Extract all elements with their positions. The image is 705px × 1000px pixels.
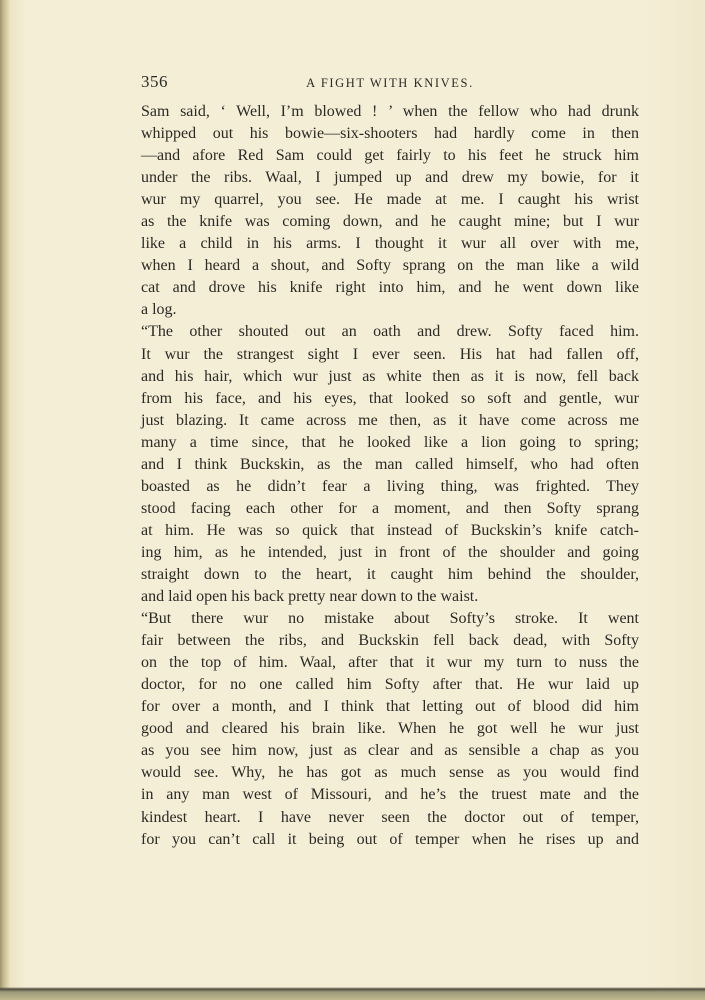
text-line: would see. Why, he has got as much sense as you would find <box>141 764 639 782</box>
text-line: Sam said, ‘ Well, I’m blowed ! ’ when the fellow who had drunk <box>141 103 639 120</box>
text-line: cat and drove his knife right into him, and he went down like <box>141 279 639 297</box>
text-line: boasted as he didn’t fear a living thing, was frighted. They <box>141 477 639 495</box>
text-line: fair between the ribs, and Buckskin fell back dead, with Softy <box>141 632 639 650</box>
running-title: A FIGHT WITH KNIVES. <box>306 76 474 90</box>
text-line: for you can’t call it being out of temper when he rises up and <box>141 830 639 848</box>
text-line: ing him, as he intended, just in front of the shoulder and going <box>141 543 639 561</box>
page-number: 356 <box>141 72 168 91</box>
text-line: on the top of him. Waal, after that it wur my turn to nuss the <box>141 654 639 672</box>
text-line: It wur the strangest sight I ever seen. His hat had fallen off, <box>141 345 639 363</box>
text-line: under the ribs. Waal, I jumped up and drew my bowie, for it <box>141 169 639 187</box>
text-line: whipped out his bowie—six-shooters had hardly come in then <box>141 125 639 143</box>
text-line: straight down to the heart, it caught him behind the shoulder, <box>141 565 639 583</box>
text-line: for over a month, and I think that letting out of blood did him <box>141 698 639 716</box>
text-line: from his face, and his eyes, that looked so soft and gentle, wur <box>141 389 639 407</box>
text-line: kindest heart. I have never seen the doctor out of temper, <box>141 808 639 826</box>
text-line: and I think Buckskin, as the man called himself, who had often <box>141 455 639 473</box>
text-line: a log. <box>141 301 177 319</box>
text-line: —and afore Red Sam could get fairly to his feet he struck him <box>141 147 639 165</box>
text-line: as the knife was coming down, and he caught mine; but I wur <box>141 213 639 231</box>
text-line: when I heard a shout, and Softy sprang on the man like a wild <box>141 257 639 275</box>
text-line: like a child in his arms. I thought it wur all over with me, <box>141 235 639 253</box>
text-line: in any man west of Missouri, and he’s the truest mate and the <box>141 786 639 804</box>
body-text <box>141 101 639 851</box>
text-line: many a time since, that he looked like a lion going to spring; <box>141 433 639 451</box>
text-line: “The other shouted out an oath and drew. Softy faced him. <box>141 323 639 341</box>
text-line: wur my quarrel, you see. He made at me. I caught his wrist <box>141 191 639 209</box>
text-line: good and cleared his brain like. When he got well he wur just <box>141 720 639 738</box>
page-header <box>141 72 639 94</box>
text-line: as you see him now, just as clear and as sensible a chap as you <box>141 742 639 760</box>
text-line: “But there wur no mistake about Softy’s stroke. It went <box>141 610 639 628</box>
binding-shadow <box>0 0 10 1000</box>
text-line: at him. He was so quick that instead of Buckskin’s knife catch- <box>141 521 639 539</box>
text-line: stood facing each other for a moment, and then Softy sprang <box>141 499 639 517</box>
text-line: doctor, for no one called him Softy after that. He wur laid up <box>141 676 639 694</box>
text-line: just blazing. It came across me then, as it have come across me <box>141 411 639 429</box>
text-line: and laid open his back pretty near down to the waist. <box>141 588 479 606</box>
page-bottom-edge <box>0 984 705 1000</box>
text-line: and his hair, which wur just as white then as it is now, fell back <box>141 367 639 385</box>
